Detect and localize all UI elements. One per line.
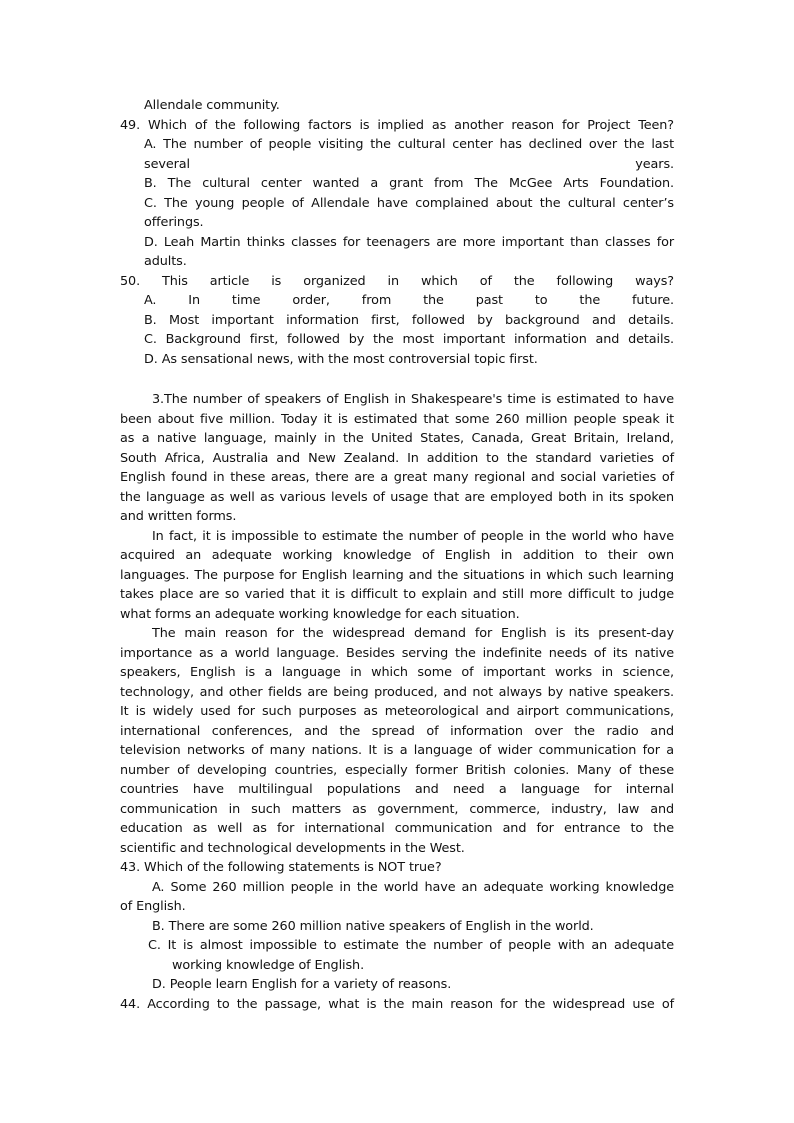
passage3-p3-line7: television networks of many nations. It is a language of wider communication for a: [120, 743, 674, 758]
q43-option-d: D. People learn English for a variety of reasons.: [152, 977, 452, 992]
passage3-p2-line3: languages. The purpose for English learning and the situations in which such learning: [120, 568, 674, 583]
passage3-p3-line11: education as well as for international communication and for entrance to the: [120, 821, 674, 836]
passage3-p3-line4: technology, and other fields are being produced, and not always by native speakers.: [120, 685, 674, 700]
passage3-p2-line2: acquired an adequate working knowledge of English in addition to their own: [120, 548, 674, 563]
q43-option-c-line2: working knowledge of English.: [172, 958, 365, 973]
q49-option-d-line2: adults.: [144, 254, 187, 269]
q48-tail: Allendale community.: [144, 98, 280, 113]
passage3-p2-line1: In fact, it is impossible to estimate the number of people in the world who have: [152, 529, 674, 544]
passage3-p3-line5: It is widely used for such purposes as meteorological and airport communications,: [120, 704, 674, 719]
passage3-p3-line8: number of developing countries, especially former British colonies. Many of these: [120, 763, 674, 778]
passage3-p3-line1: The main reason for the widespread demand for English is its present-day: [152, 626, 674, 641]
passage3-p1-line5: English found in these areas, there are a great many regional and social varieties of: [120, 470, 674, 485]
passage3-p2-line5: what forms an adequate working knowledge for each situation.: [120, 607, 520, 622]
q43-option-a-line1: A. Some 260 million people in the world have an adequate working knowledge: [152, 880, 674, 895]
q50-option-a: A. In time order, from the past to the future.: [144, 293, 674, 308]
passage3-p3-line2: importance as a world language. Besides serving the indefinite needs of its native: [120, 646, 674, 661]
passage3-p1-line1: 3.The number of speakers of English in Shakespeare's time is estimated to have: [152, 392, 674, 407]
passage3-p1-line2: been about five million. Today it is estimated that some 260 million people speak it: [120, 412, 674, 427]
q43-option-b: B. There are some 260 million native speakers of English in the world.: [152, 919, 594, 934]
q49-option-c-line1: C. The young people of Allendale have complained about the cultural center’s: [144, 196, 674, 211]
q49-option-a-line2: several years.: [144, 157, 674, 172]
q50-stem: 50. This article is organized in which of the following ways?: [120, 274, 674, 289]
passage3-p3-line9: countries have multilingual populations and need a language for internal: [120, 782, 674, 797]
passage3-p1-line3: as a native language, mainly in the United States, Canada, Great Britain, Ireland,: [120, 431, 674, 446]
q50-option-d: D. As sensational news, with the most controversial topic first.: [144, 352, 538, 367]
q49-option-b: B. The cultural center wanted a grant from The McGee Arts Foundation.: [144, 176, 674, 191]
passage3-p1-line7: and written forms.: [120, 509, 237, 524]
q43-option-a-line2: of English.: [120, 899, 186, 914]
q49-stem: 49. Which of the following factors is implied as another reason for Project Teen?: [120, 118, 674, 133]
q50-option-c: C. Background first, followed by the most important information and details.: [144, 332, 674, 347]
q50-option-b: B. Most important information first, followed by background and details.: [144, 313, 674, 328]
q49-option-d-line1: D. Leah Martin thinks classes for teenagers are more important than classes for: [144, 235, 674, 250]
q49-option-a-line1: A. The number of people visiting the cultural center has declined over the last: [144, 137, 674, 152]
passage3-p3-line6: international conferences, and the spread of information over the radio and: [120, 724, 674, 739]
passage3-p1-line4: South Africa, Australia and New Zealand. In addition to the standard varieties of: [120, 451, 674, 466]
passage3-p3-line10: communication in such matters as government, commerce, industry, law and: [120, 802, 674, 817]
passage3-p3-line12: scientific and technological developments in the West.: [120, 841, 465, 856]
q44-stem: 44. According to the passage, what is the main reason for the widespread use of: [120, 997, 674, 1012]
passage3-p3-line3: speakers, English is a language in which some of important works in science,: [120, 665, 674, 680]
q49-option-c-line2: offerings.: [144, 215, 204, 230]
passage3-p2-line4: takes place are so varied that it is difficult to explain and still more difficult to judge: [120, 587, 674, 602]
q43-option-c-line1: C. It is almost impossible to estimate the number of people with an adequate: [148, 938, 674, 953]
q43-stem: 43. Which of the following statements is NOT true?: [120, 860, 442, 875]
passage3-p1-line6: the language as well as various levels of usage that are employed both in its spoken: [120, 490, 674, 505]
